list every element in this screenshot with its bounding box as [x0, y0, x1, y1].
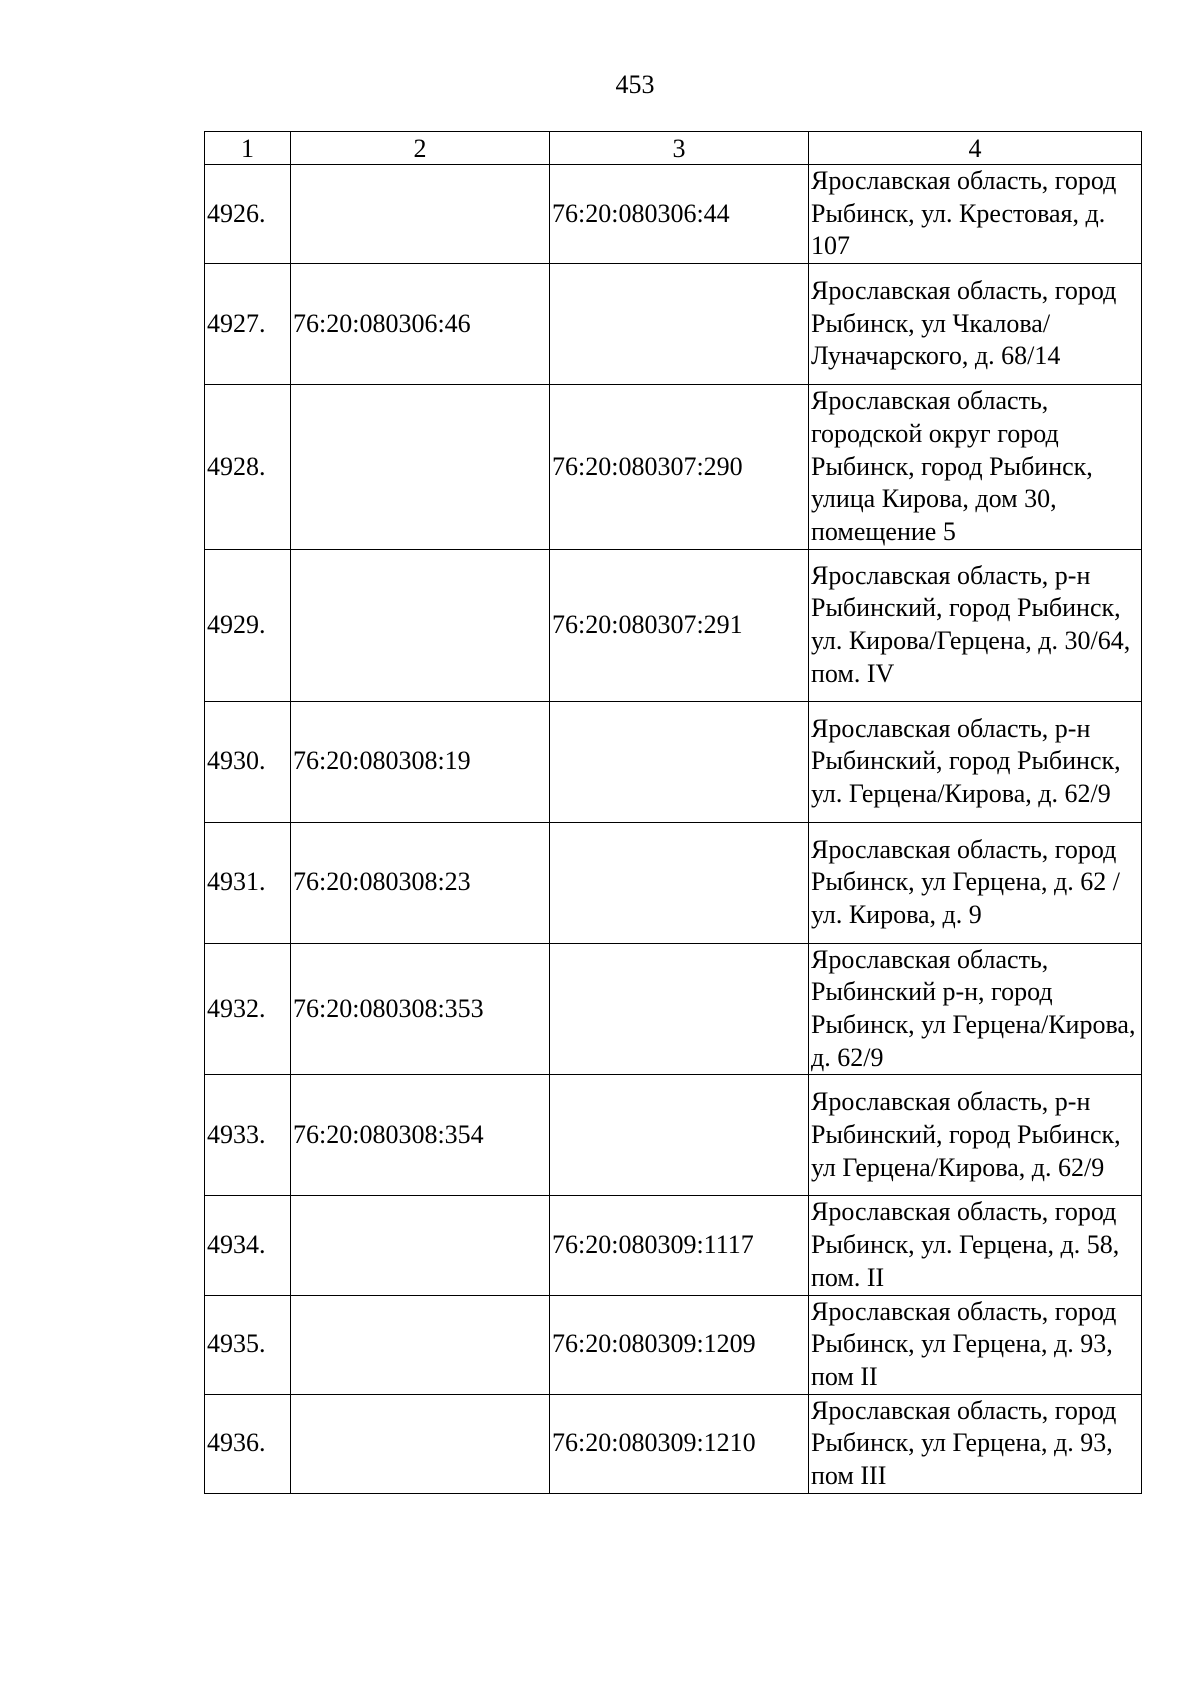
address-cell: Ярославская область, город Рыбинск, ул Герцена, д. 62 / ул. Кирова, д. 9 — [809, 822, 1142, 943]
page-number: 453 — [615, 70, 655, 99]
cadastral-number-cell — [550, 1075, 809, 1196]
cadastral-number-cell — [291, 549, 550, 701]
row-number-cell: 4934. — [205, 1196, 291, 1295]
column-header-3: 3 — [550, 132, 809, 165]
row-number-cell: 4926. — [205, 165, 291, 264]
address-cell: Ярославская область, город Рыбинск, ул. Герцена, д. 58, пом. II — [809, 1196, 1142, 1295]
table-row — [205, 822, 1142, 943]
address-cell: Ярославская область, р-н Рыбинский, город Рыбинск, ул Герцена/Кирова, д. 62/9 — [809, 1075, 1142, 1196]
cadastral-number-cell: 76:20:080306:44 — [550, 165, 809, 264]
row-number-cell: 4931. — [205, 822, 291, 943]
cadastral-number-cell — [550, 264, 809, 385]
table-header-row — [205, 132, 1142, 165]
cadastral-number-cell — [291, 1394, 550, 1493]
row-number-cell: 4933. — [205, 1075, 291, 1196]
cadastral-number-cell — [291, 1295, 550, 1394]
address-cell: Ярославская область, р-н Рыбинский, город Рыбинск, ул. Кирова/Герцена, д. 30/64, пом. IV — [809, 549, 1142, 701]
address-cell: Ярославская область, городской округ город Рыбинск, город Рыбинск, улица Кирова, дом 30, помещение 5 — [809, 385, 1142, 550]
table-row — [205, 1295, 1142, 1394]
cadastral-number-cell: 76:20:080308:353 — [291, 943, 550, 1075]
table-row — [205, 549, 1142, 701]
table-row — [205, 943, 1142, 1075]
column-header-2: 2 — [291, 132, 550, 165]
cadastral-number-cell — [291, 1196, 550, 1295]
cadastral-number-cell: 76:20:080309:1210 — [550, 1394, 809, 1493]
cadastral-number-cell — [291, 385, 550, 550]
address-cell: Ярославская область, город Рыбинск, ул Чкалова/Луначарского, д. 68/14 — [809, 264, 1142, 385]
row-number-cell: 4935. — [205, 1295, 291, 1394]
registry-table — [204, 131, 1142, 1494]
row-number-cell: 4930. — [205, 701, 291, 822]
address-cell: Ярославская область, город Рыбинск, ул Герцена, д. 93, пом II — [809, 1295, 1142, 1394]
column-header-1: 1 — [205, 132, 291, 165]
cadastral-number-cell: 76:20:080309:1209 — [550, 1295, 809, 1394]
table-row — [205, 264, 1142, 385]
cadastral-number-cell: 76:20:080308:23 — [291, 822, 550, 943]
table-row — [205, 701, 1142, 822]
cadastral-number-cell: 76:20:080307:291 — [550, 549, 809, 701]
row-number-cell: 4932. — [205, 943, 291, 1075]
row-number-cell: 4927. — [205, 264, 291, 385]
column-header-4: 4 — [809, 132, 1142, 165]
cadastral-number-cell — [550, 701, 809, 822]
row-number-cell: 4929. — [205, 549, 291, 701]
cadastral-number-cell — [291, 165, 550, 264]
cadastral-number-cell: 76:20:080309:1117 — [550, 1196, 809, 1295]
cadastral-number-cell: 76:20:080308:354 — [291, 1075, 550, 1196]
cadastral-number-cell: 76:20:080308:19 — [291, 701, 550, 822]
table-row — [205, 1394, 1142, 1493]
cadastral-number-cell — [550, 943, 809, 1075]
row-number-cell: 4936. — [205, 1394, 291, 1493]
address-cell: Ярославская область, Рыбинский р-н, город Рыбинск, ул Герцена/Кирова, д. 62/9 — [809, 943, 1142, 1075]
address-cell: Ярославская область, р-н Рыбинский, город Рыбинск, ул. Герцена/Кирова, д. 62/9 — [809, 701, 1142, 822]
table-row — [205, 385, 1142, 550]
address-cell: Ярославская область, город Рыбинск, ул Герцена, д. 93, пом III — [809, 1394, 1142, 1493]
table-row — [205, 1075, 1142, 1196]
table-row — [205, 1196, 1142, 1295]
address-cell: Ярославская область, город Рыбинск, ул. Крестовая, д. 107 — [809, 165, 1142, 264]
cadastral-number-cell: 76:20:080306:46 — [291, 264, 550, 385]
table-row — [205, 165, 1142, 264]
row-number-cell: 4928. — [205, 385, 291, 550]
cadastral-number-cell: 76:20:080307:290 — [550, 385, 809, 550]
cadastral-number-cell — [550, 822, 809, 943]
